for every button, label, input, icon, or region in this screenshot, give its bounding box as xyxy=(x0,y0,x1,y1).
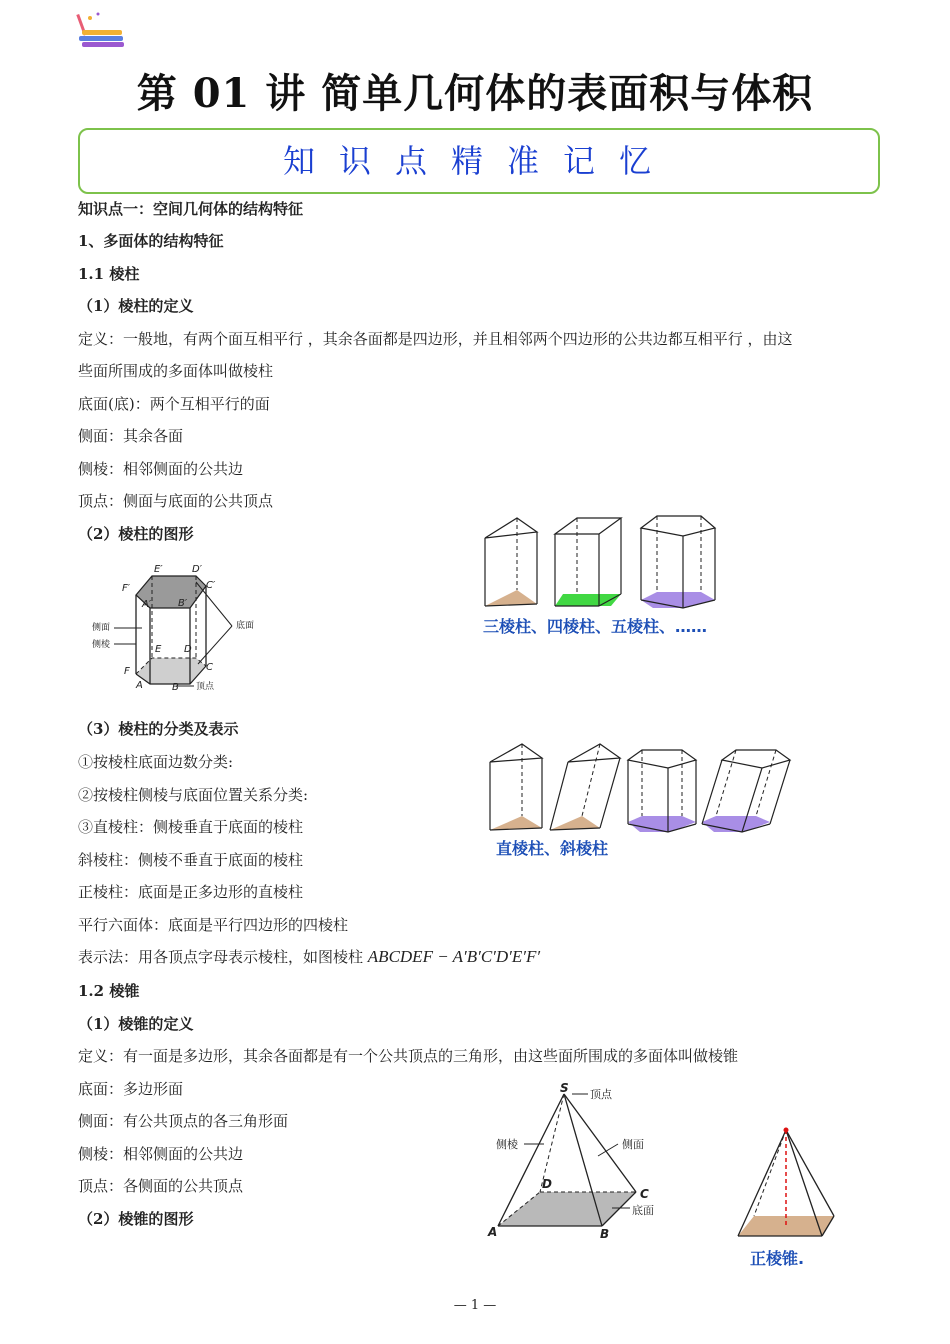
text-line: 侧棱：相邻侧面的公共边 xyxy=(78,1145,244,1163)
label-D: D xyxy=(184,644,192,655)
text-line: 侧面：有公共顶点的各三角形面 xyxy=(78,1112,289,1130)
label-B-prime: B′ xyxy=(178,598,188,609)
label-lateral-face: 侧面 xyxy=(622,1138,644,1151)
heading-pyramid: 1.2 棱锥 xyxy=(78,982,140,1000)
heading-pyramid-figure: （2）棱锥的图形 xyxy=(78,1210,194,1228)
label-A: A xyxy=(136,680,143,691)
label-C-prime: C′ xyxy=(206,580,216,591)
text-line: ③直棱柱：侧棱垂直于底面的棱柱 xyxy=(78,818,304,836)
notation-formula: ABCDEF − A′B′C′D′E′F′ xyxy=(367,947,541,966)
text-line: 顶点：侧面与底面的公共顶点 xyxy=(78,492,274,510)
books-logo-icon xyxy=(76,10,130,50)
label-D-prime: D′ xyxy=(192,564,202,575)
label-C: C xyxy=(640,1187,649,1201)
label-lateral-edge: 侧棱 xyxy=(496,1138,518,1151)
text-line: 正棱柱：底面是正多边形的直棱柱 xyxy=(78,883,304,901)
label-B: B xyxy=(600,1227,610,1241)
prism-types-figure xyxy=(475,508,735,640)
heading-prism: 1.1 棱柱 xyxy=(78,265,140,283)
label-E-prime: E′ xyxy=(154,564,163,575)
label-S: S xyxy=(560,1081,569,1095)
text-line: ②按棱柱侧棱与底面位置关系分类: xyxy=(78,786,309,804)
text-line: 侧面：其余各面 xyxy=(78,427,184,445)
label-D: D xyxy=(542,1177,552,1191)
text-line: 些面所围成的多面体叫做棱柱 xyxy=(78,362,274,380)
right-oblique-prisms-figure xyxy=(484,740,830,862)
text-line: ①按棱柱底面边数分类: xyxy=(78,753,234,771)
label-vertex: 顶点 xyxy=(590,1088,612,1101)
pyramid-figure xyxy=(484,1080,676,1244)
label-lateral-edge: 侧棱 xyxy=(92,640,111,650)
heading-knowledge-1: 知识点一：空间几何体的结构特征 xyxy=(78,200,304,218)
page-number: — 1 — xyxy=(453,1298,497,1313)
label-lateral-face: 侧面 xyxy=(92,623,111,633)
hexagonal-prism-figure xyxy=(86,560,276,692)
text-line: 平行六面体：底面是平行四边形的四棱柱 xyxy=(78,916,349,934)
text-line: 定义：有一面是多边形，其余各面都是有一个公共顶点的三角形，由这些面所围成的多面体叫做棱锥 xyxy=(78,1047,739,1065)
heading-prism-classify: （3）棱柱的分类及表示 xyxy=(78,720,239,738)
heading-prism-def: （1）棱柱的定义 xyxy=(78,297,194,315)
text-line: 底面：多边形面 xyxy=(78,1080,184,1098)
label-B: B xyxy=(172,682,179,692)
label-base: 底面 xyxy=(236,621,255,631)
label-A: A xyxy=(488,1225,498,1239)
regular-pyramid-figure xyxy=(730,1124,844,1272)
label-vertex: 顶点 xyxy=(196,682,215,692)
label-F: F xyxy=(124,666,130,677)
banner-text: 知识点精准记忆 xyxy=(282,142,675,180)
label-A-prime: A′ xyxy=(142,599,152,610)
label-F-prime: F′ xyxy=(122,583,131,594)
text-line: 底面(底)：两个互相平行的面 xyxy=(78,395,270,413)
text-line: 顶点：各侧面的公共顶点 xyxy=(78,1177,244,1195)
caption-prism-types: 三棱柱、四棱柱、五棱柱、…… xyxy=(483,617,708,636)
label-base: 底面 xyxy=(632,1204,654,1217)
notation-line xyxy=(78,947,540,967)
heading-pyramid-def: （1）棱锥的定义 xyxy=(78,1015,194,1033)
caption-right-oblique: 直棱柱、斜棱柱 xyxy=(496,839,609,858)
label-E: E xyxy=(155,644,162,655)
label-C: C xyxy=(206,662,213,673)
heading-polyhedron: 1、多面体的结构特征 xyxy=(78,232,224,250)
text-line: 斜棱柱：侧棱不垂直于底面的棱柱 xyxy=(78,851,304,869)
text-line: 侧棱：相邻侧面的公共边 xyxy=(78,460,244,478)
page-title: 第 01 讲 简单几何体的表面积与体积 xyxy=(136,70,814,117)
notation-text: 表示法：用各顶点字母表示棱柱，如图棱柱 xyxy=(78,948,364,966)
heading-prism-figure: （2）棱柱的图形 xyxy=(78,525,194,543)
text-line: 定义：一般地，有两个面互相平行 ，其余各面都是四边形，并且相邻两个四边形的公共边都互相平行 ，由这 xyxy=(78,330,793,348)
section-banner xyxy=(78,128,880,194)
caption-regular-pyramid: 正棱锥. xyxy=(750,1249,805,1268)
